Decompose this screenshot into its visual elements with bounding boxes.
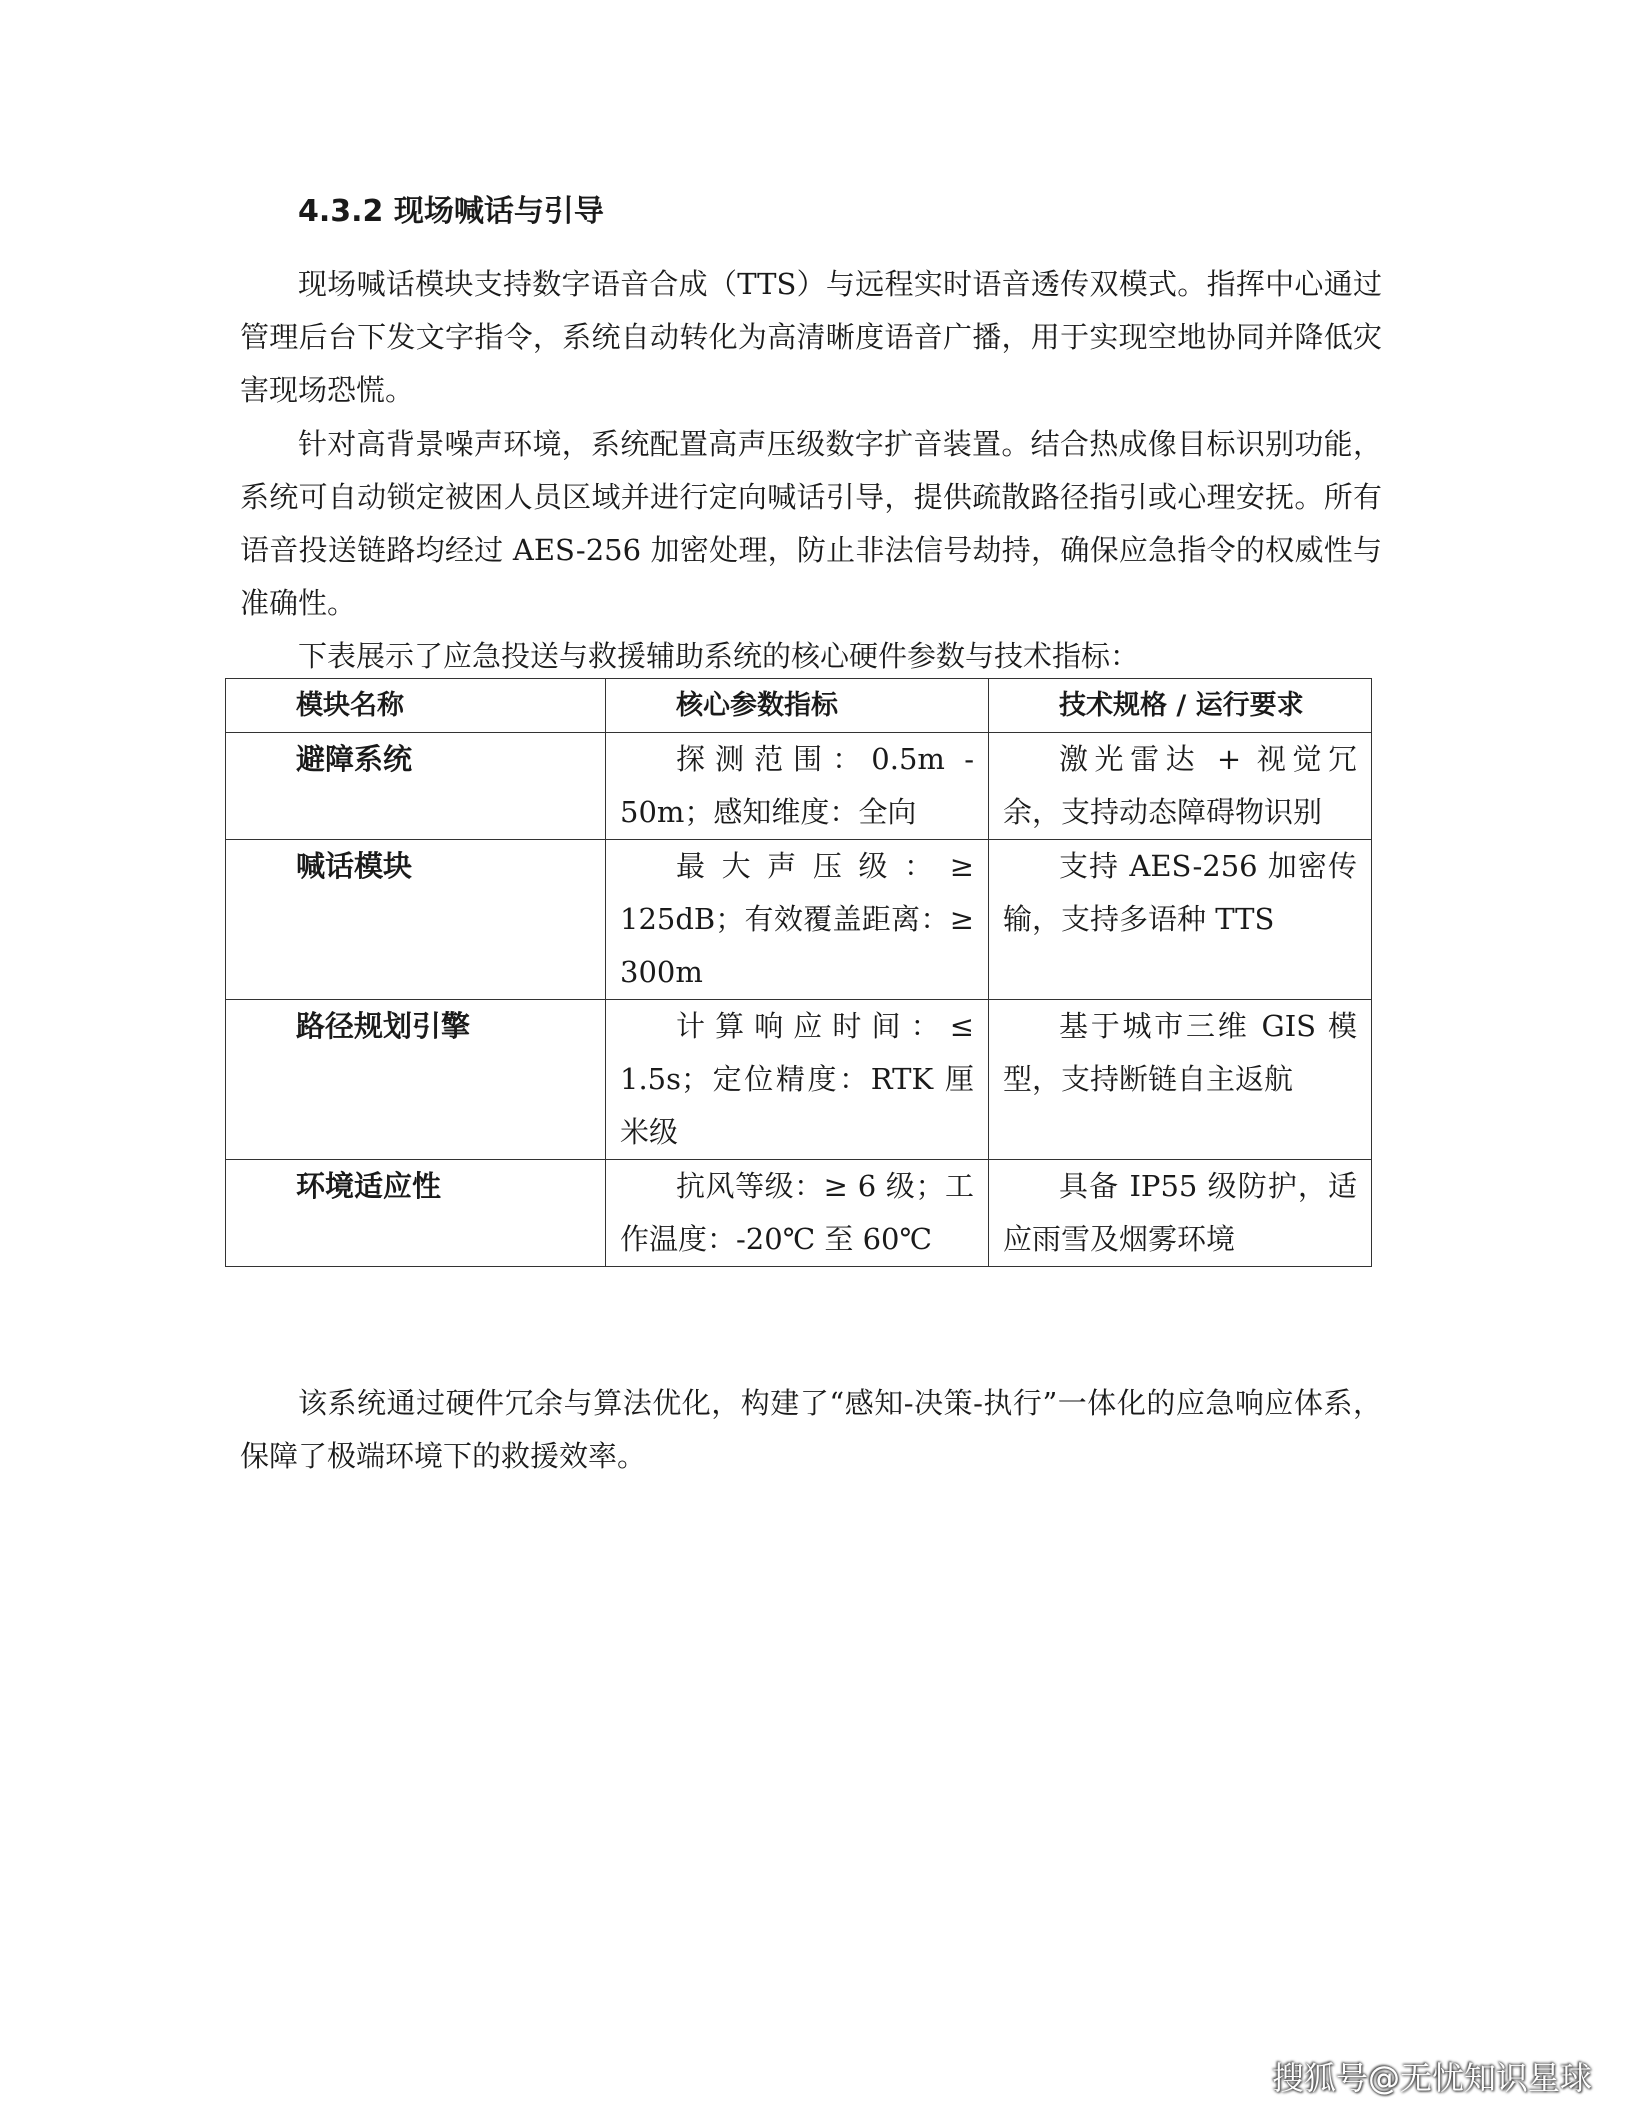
header-tech-spec: 技术规格 / 运行要求 xyxy=(989,679,1372,733)
cell-module-name: 环境适应性 xyxy=(226,1160,606,1267)
cell-module-name: 喊话模块 xyxy=(226,840,606,1000)
header-core-params: 核心参数指标 xyxy=(606,679,989,733)
cell-core-params: 抗风等级：≥ 6 级；工作温度：-20℃ 至 60℃ xyxy=(606,1160,989,1267)
paragraph-conclusion: 该系统通过硬件冗余与算法优化，构建了“感知-决策-执行”一体化的应急响应体系，保障了极端环境下的救援效率。 xyxy=(240,1386,1382,1473)
section-heading: 4.3.2 现场喊话与引导 xyxy=(298,194,604,229)
source-watermark: 搜狐号@无忧知识星球 xyxy=(1271,2059,1592,2097)
hardware-spec-table xyxy=(225,678,1372,1267)
cell-core-params: 最大声压级：≥ 125dB；有效覆盖距离：≥ 300m xyxy=(606,840,989,1000)
table-row xyxy=(226,840,1372,1000)
cell-core-params: 探测范围：0.5m - 50m；感知维度：全向 xyxy=(606,733,989,840)
cell-tech-spec: 具备 IP55 级防护，适应雨雪及烟雾环境 xyxy=(989,1160,1372,1267)
cell-module-name: 避障系统 xyxy=(226,733,606,840)
cell-tech-spec: 激光雷达 + 视觉冗余，支持动态障碍物识别 xyxy=(989,733,1372,840)
paragraph-noise-environment: 针对高背景噪声环境，系统配置高声压级数字扩音装置。结合热成像目标识别功能，系统可自动锁定被困人员区域并进行定向喊话引导，提供疏散路径指引或心理安抚。所有语音投送链路均经过 AES-256 加密处理，防止非法信号劫持，确保应急指令的权威性与准确性。 xyxy=(240,427,1382,620)
cell-tech-spec: 支持 AES-256 加密传输，支持多语种 TTS xyxy=(989,840,1372,1000)
cell-module-name: 路径规划引擎 xyxy=(226,1000,606,1160)
paragraph-table-intro: 下表展示了应急投送与救援辅助系统的核心硬件参数与技术指标： xyxy=(298,639,1140,673)
paragraph-broadcast-modes: 现场喊话模块支持数字语音合成（TTS）与远程实时语音透传双模式。指挥中心通过管理后台下发文字指令，系统自动转化为高清晰度语音广播，用于实现空地协同并降低灾害现场恐慌。 xyxy=(240,267,1382,407)
table-row xyxy=(226,1160,1372,1267)
cell-tech-spec: 基于城市三维 GIS 模型，支持断链自主返航 xyxy=(989,1000,1372,1160)
table-row xyxy=(226,1000,1372,1160)
table-row xyxy=(226,733,1372,840)
header-module-name: 模块名称 xyxy=(226,679,606,733)
cell-core-params: 计算响应时间：≤ 1.5s；定位精度：RTK 厘米级 xyxy=(606,1000,989,1160)
table-header-row xyxy=(226,679,1372,733)
